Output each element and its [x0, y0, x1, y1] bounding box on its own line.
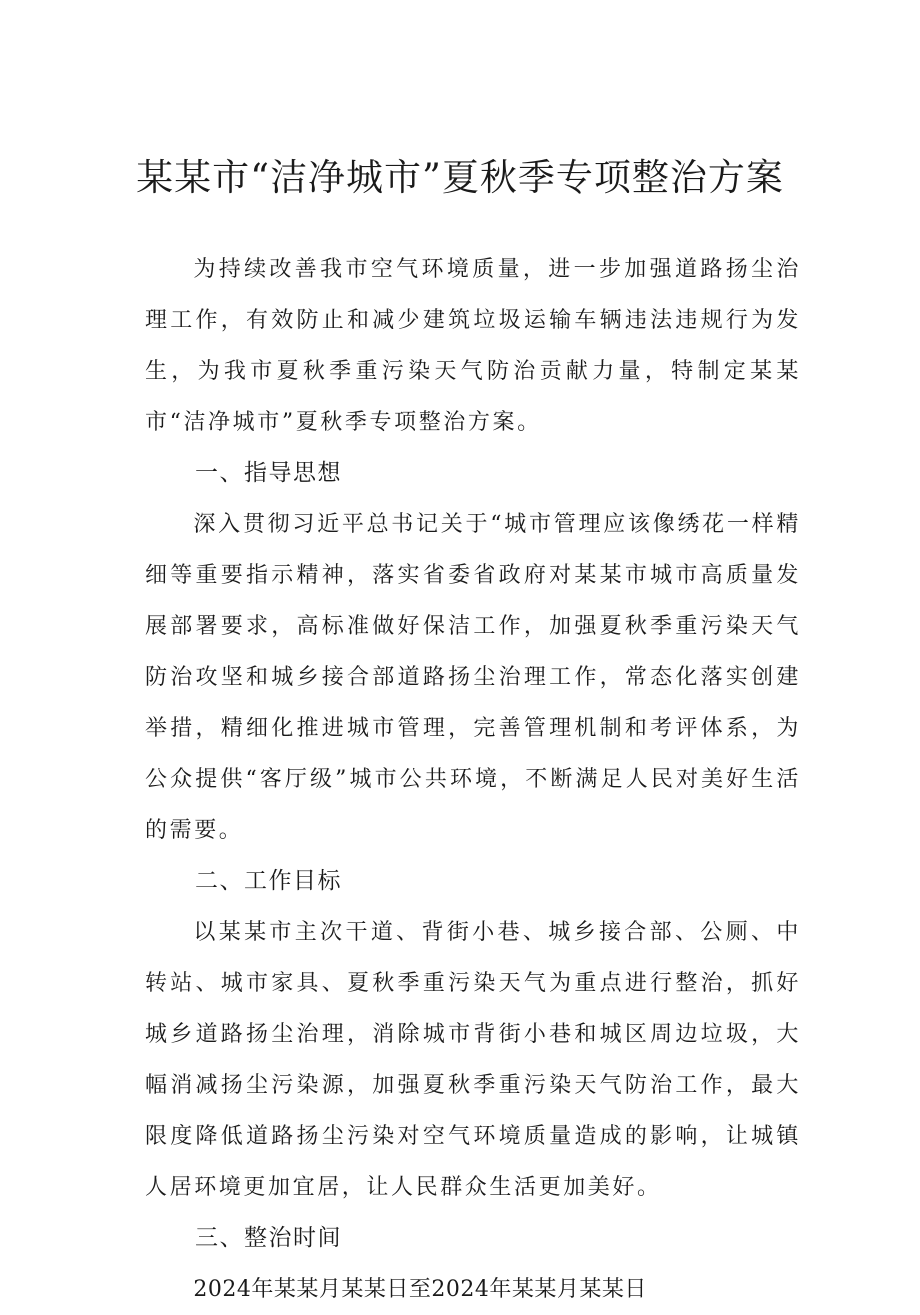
- document-title: 某某市“洁净城市”夏秋季专项整治方案: [136, 156, 784, 199]
- section-paragraph-guiding-ideology: 深入贯彻习近平总书记关于“城市管理应该像绣花一样精细等重要指示精神，落实省委省政府对某某市城市高质量发展部署要求，高标准做好保洁工作，加强夏秋季重污染天气防治攻坚和城乡接合部道路扬尘治理工作，常态化落实创建举措，精细化推进城市管理，完善管理机制和考评体系，为公众提供“客厅级”城市公共环境，不断满足人民对美好生活的需要。: [145, 512, 801, 843]
- document-body: [145, 244, 801, 1315]
- section-heading-guiding-ideology: 一、指导思想: [195, 460, 342, 486]
- section-heading-rectification-time: 三、整治时间: [195, 1225, 342, 1251]
- section-paragraph-rectification-time: 2024年某某月某某日至2024年某某月某某日: [193, 1277, 647, 1302]
- section-heading-work-goals: 二、工作目标: [195, 868, 342, 894]
- section-paragraph-work-goals: 以某某市主次干道、背街小巷、城乡接合部、公厕、中转站、城市家具、夏秋季重污染天气为重点进行整治，抓好城乡道路扬尘治理，消除城市背街小巷和城区周边垃圾，大幅消减扬尘污染源，加强夏秋季重污染天气防治工作，最大限度降低道路扬尘污染对空气环境质量造成的影响，让城镇人居环境更加宜居，让人民群众生活更加美好。: [145, 920, 801, 1200]
- intro-paragraph: 为持续改善我市空气环境质量，进一步加强道路扬尘治理工作，有效防止和减少建筑垃圾运输车辆违法违规行为发生，为我市夏秋季重污染天气防治贡献力量，特制定某某市“洁净城市”夏秋季专项整治方案。: [145, 257, 801, 435]
